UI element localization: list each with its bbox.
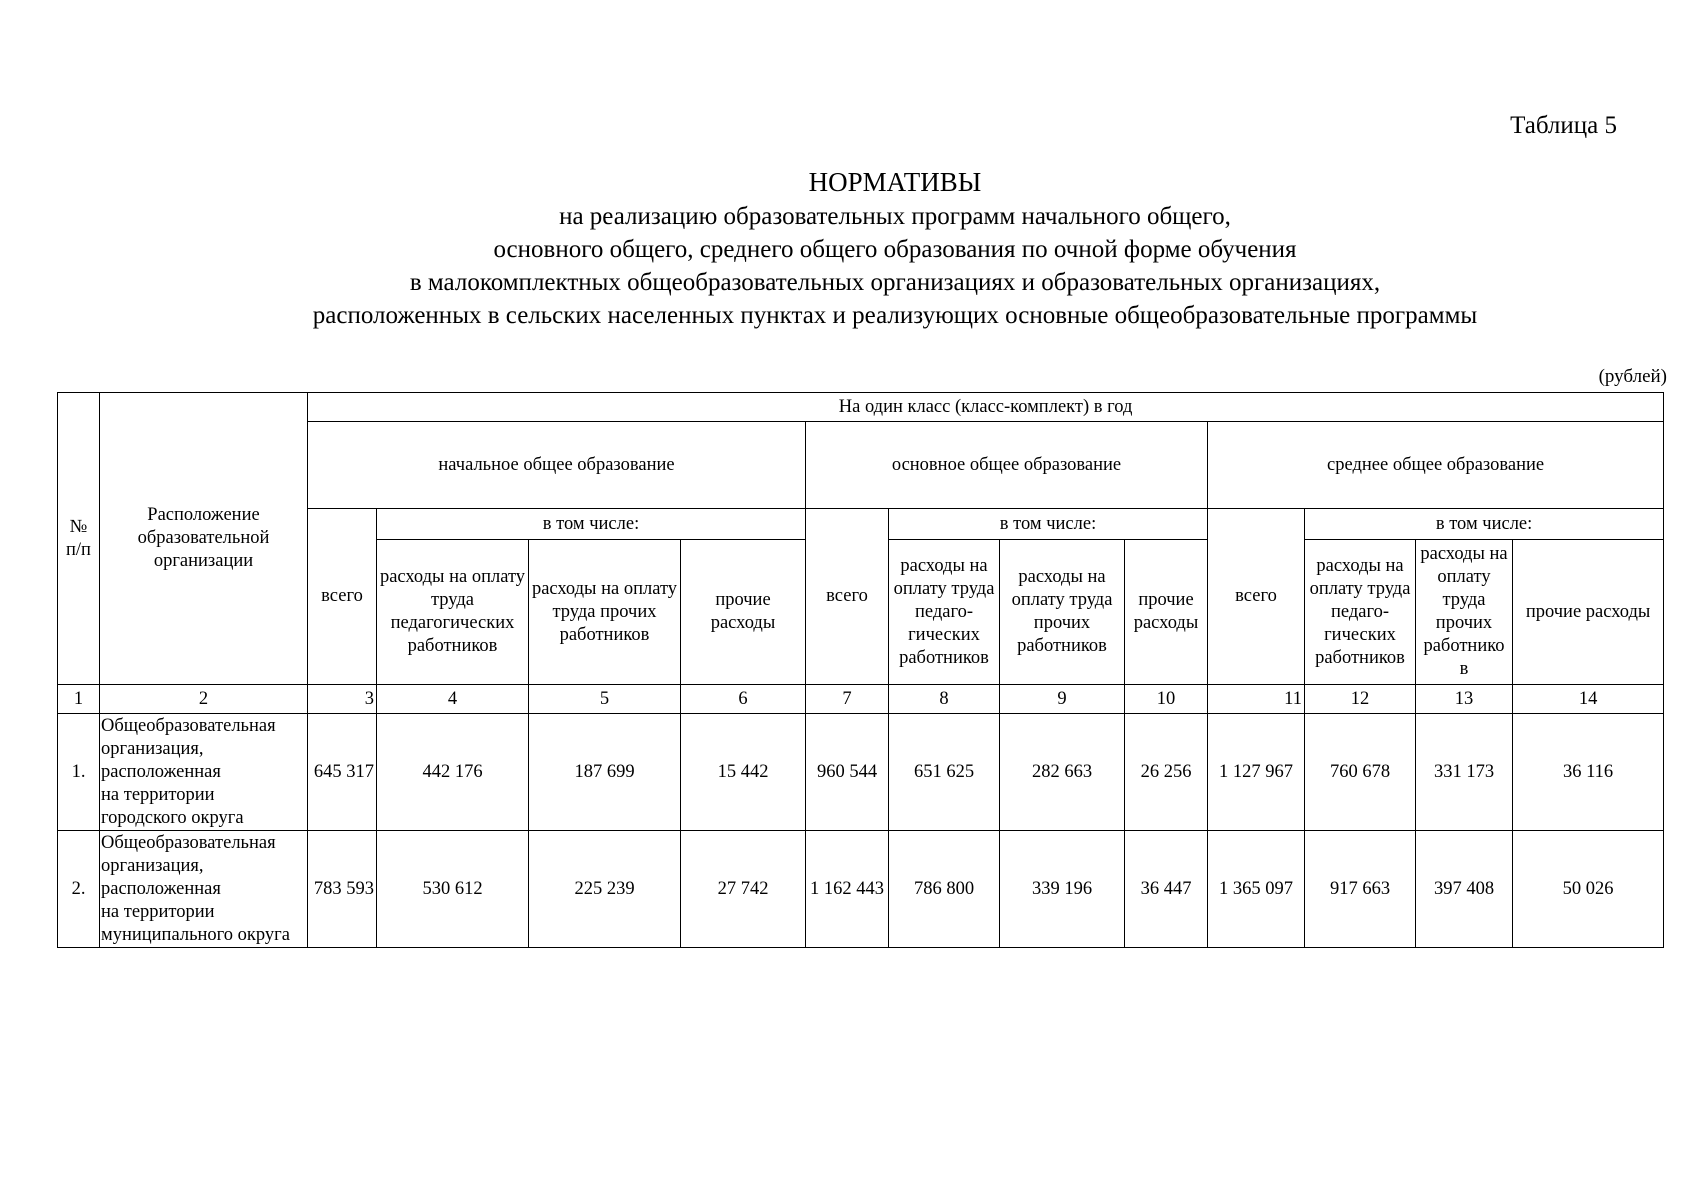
location-line: организация, [101, 738, 204, 759]
document-heading [0, 165, 1697, 332]
location-line: расположенная [101, 878, 221, 899]
subtitle-line-2: основного общего, среднего общего образования по очной форме обучения [493, 236, 1297, 263]
row-location [100, 714, 308, 831]
column-index: 10 [1125, 685, 1208, 714]
value-secondary-ped-salary: 760 678 [1305, 714, 1416, 831]
header-secondary-other-salary: расходы на оплату труда прочих работнико в [1416, 540, 1513, 685]
header-per-class: На один класс (класс-комплект) в год [308, 393, 1664, 422]
value-secondary-total: 1 365 097 [1208, 831, 1305, 948]
value-primary-total: 783 593 [308, 831, 377, 948]
value-basic-total: 960 544 [806, 714, 889, 831]
location-line: расположенная [101, 761, 221, 782]
column-index: 7 [806, 685, 889, 714]
subtitle-line-4: расположенных в сельских населенных пунктах и реализующих основные общеобразовательные программы [312, 302, 1478, 329]
value-secondary-other-salary: 331 173 [1416, 714, 1513, 831]
header-basic-other-costs: прочие расходы [1125, 540, 1208, 685]
header-including-basic: в том числе: [889, 509, 1208, 540]
row-number: 1. [58, 714, 100, 831]
value-secondary-total: 1 127 967 [1208, 714, 1305, 831]
value-primary-other-salary: 187 699 [529, 714, 681, 831]
location-line: на территории [101, 901, 215, 922]
value-basic-ped-salary: 651 625 [889, 714, 1000, 831]
value-primary-total: 645 317 [308, 714, 377, 831]
table-row [58, 831, 1664, 948]
location-line: муниципального округа [101, 924, 290, 945]
value-primary-ped-salary: 530 612 [377, 831, 529, 948]
column-index: 12 [1305, 685, 1416, 714]
location-line: организация, [101, 855, 204, 876]
header-total-secondary: всего [1208, 509, 1305, 685]
header-basic-ped-salary: расходы на оплату труда педаго-гических работников [889, 540, 1000, 685]
column-index: 4 [377, 685, 529, 714]
column-index: 5 [529, 685, 681, 714]
header-including-primary: в том числе: [377, 509, 806, 540]
location-line: на территории [101, 784, 215, 805]
column-index: 3 [308, 685, 377, 714]
value-primary-other-costs: 15 442 [681, 714, 806, 831]
column-index-row [58, 685, 1664, 714]
units-label: (рублей) [1598, 366, 1667, 387]
value-basic-ped-salary: 786 800 [889, 831, 1000, 948]
header-location: Расположение образовательной организации [100, 393, 308, 685]
table-number: Таблица 5 [1510, 112, 1617, 139]
subtitle-line-3: в малокомплектных общеобразовательных организациях и образовательных организациях, [409, 269, 1381, 296]
column-index: 13 [1416, 685, 1513, 714]
column-index: 9 [1000, 685, 1125, 714]
location-line: Общеобразовательная [101, 832, 276, 853]
value-basic-other-salary: 282 663 [1000, 714, 1125, 831]
table-row [58, 714, 1664, 831]
value-primary-other-salary: 225 239 [529, 831, 681, 948]
column-index: 6 [681, 685, 806, 714]
header-basic-other-salary: расходы на оплату труда прочих работников [1000, 540, 1125, 685]
value-primary-ped-salary: 442 176 [377, 714, 529, 831]
header-primary-ped-salary: расходы на оплату труда педагогических работников [377, 540, 529, 685]
header-number: № п/п [58, 393, 100, 685]
value-secondary-ped-salary: 917 663 [1305, 831, 1416, 948]
value-secondary-other-costs: 50 026 [1513, 831, 1664, 948]
value-basic-other-costs: 26 256 [1125, 714, 1208, 831]
header-primary-other-salary: расходы на оплату труда прочих работников [529, 540, 681, 685]
header-primary-other-costs: прочие расходы [681, 540, 806, 685]
header-total-primary: всего [308, 509, 377, 685]
norms-table [57, 392, 1664, 948]
row-number: 2. [58, 831, 100, 948]
value-basic-other-costs: 36 447 [1125, 831, 1208, 948]
subtitle-line-1: на реализацию образовательных программ начального общего, [559, 203, 1231, 230]
value-primary-other-costs: 27 742 [681, 831, 806, 948]
column-index: 2 [100, 685, 308, 714]
header-level-primary: начальное общее образование [308, 422, 806, 509]
header-row-group [58, 393, 1664, 422]
location-line: городского округа [101, 807, 244, 828]
header-secondary-other-costs: прочие расходы [1513, 540, 1664, 685]
column-index: 1 [58, 685, 100, 714]
header-level-secondary: среднее общее образование [1208, 422, 1664, 509]
header-total-basic: всего [806, 509, 889, 685]
column-index: 8 [889, 685, 1000, 714]
column-index: 14 [1513, 685, 1664, 714]
header-including-secondary: в том числе: [1305, 509, 1664, 540]
header-level-basic: основное общее образование [806, 422, 1208, 509]
header-secondary-ped-salary: расходы на оплату труда педаго-гических работников [1305, 540, 1416, 685]
location-line: Общеобразовательная [101, 715, 276, 736]
value-basic-other-salary: 339 196 [1000, 831, 1125, 948]
column-index: 11 [1208, 685, 1305, 714]
row-location [100, 831, 308, 948]
value-secondary-other-costs: 36 116 [1513, 714, 1664, 831]
value-secondary-other-salary: 397 408 [1416, 831, 1513, 948]
document-title: НОРМАТИВЫ [808, 167, 982, 197]
value-basic-total: 1 162 443 [806, 831, 889, 948]
